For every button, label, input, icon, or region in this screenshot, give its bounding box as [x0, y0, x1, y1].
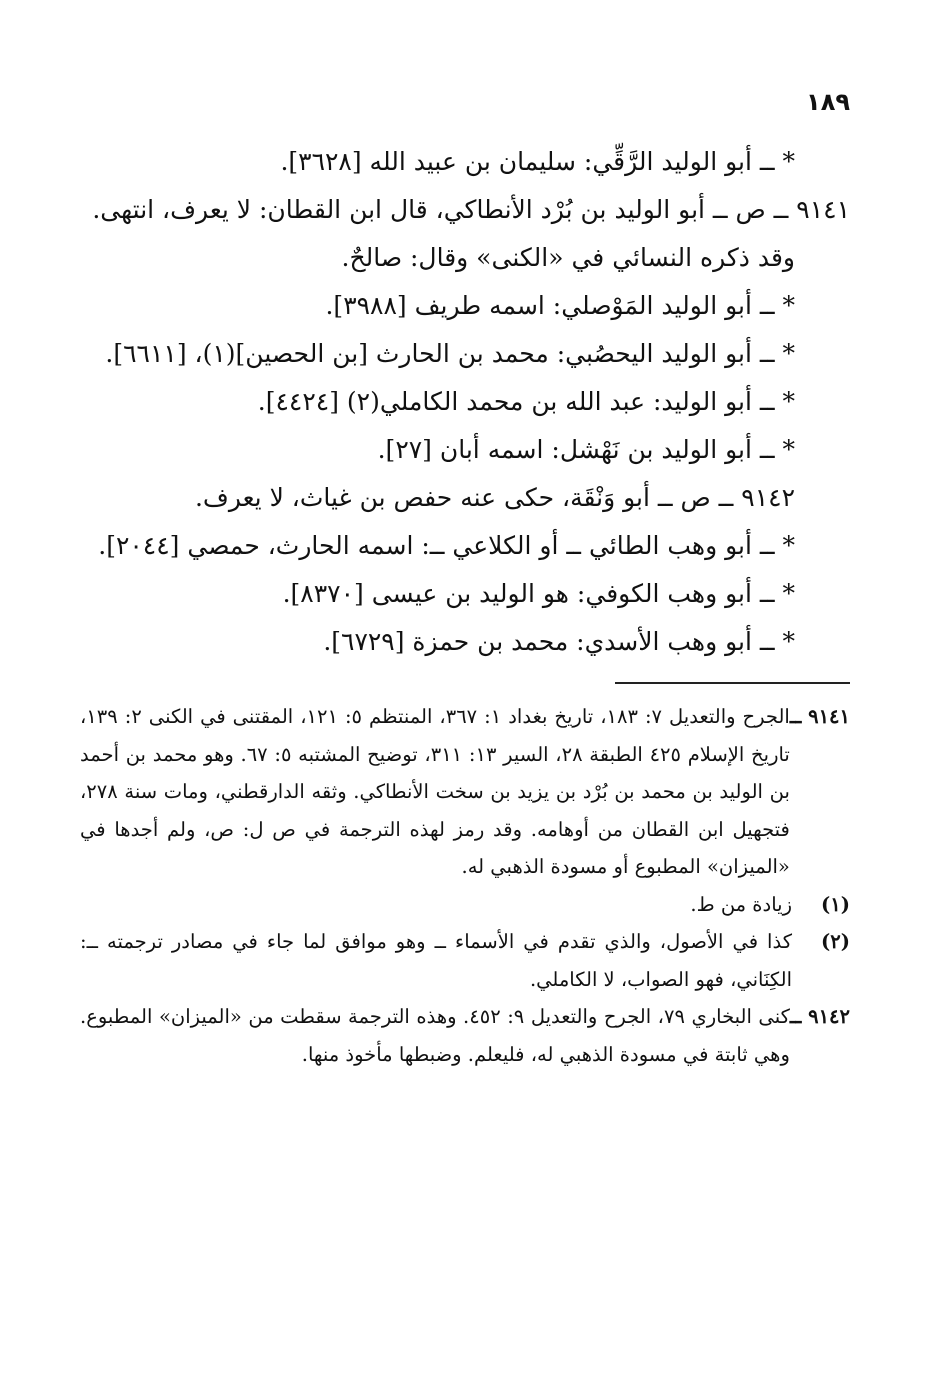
- entry-paragraph: وقد ذكره النسائي في «الكنى» وقال: صالحٌ.: [341, 243, 795, 272]
- footnote-item: [80, 886, 850, 924]
- footnote-label: ٩١٤١ ــ: [789, 705, 850, 728]
- footnote-item: [80, 923, 850, 998]
- footnote-text: الجرح والتعديل ٧: ١٨٣، تاريخ بغداد ١: ٣٦٧، المنتظم ٥: ١٢١، المقتنى في الكنى ٢: ١٣٩، تاريخ الإسلام ٤٢٥ الطبقة ٢٨، السير ١٣: ٣١١، توضيح المشتبه ٥: ٦٧. وهو محمد بن أحمد بن الوليد بن محمد بن بُرْد بن يزيد بن سخت الأنطاكي. وثقه الدارقطني، ومات سنة ٢٧٨، فتجهيل ابن القطان من أوهامه. وقد رمز لهذه الترجمة في ص ل: ص، ولم أجدها في «الميزان» المطبوع أو مسودة الذهبي له.: [80, 705, 790, 878]
- footnote-item: [80, 698, 850, 886]
- footnote-text: زيادة من ط.: [690, 892, 792, 916]
- entry-main: ٩١٤٢ ــ ص ــ أبو وَنْقَة، حكى عنه حفص بن غياث، لا يعرف.: [194, 483, 795, 512]
- entries: [80, 138, 850, 666]
- entry-cross-ref: * ــ أبو وهب الكوفي: هو الوليد بن عيسى [٨٣٧٠].: [282, 579, 795, 608]
- entry-cross-ref: * ــ أبو الوليد المَوْصلي: اسمه طريف [٣٩٨٨].: [325, 291, 795, 320]
- footnote-label: (١): [821, 892, 850, 916]
- footnote-label: (٢): [821, 930, 850, 953]
- entry-main: ٩١٤١ ــ ص ــ أبو الوليد بن بُرْد الأنطاكي، قال ابن القطان: لا يعرف، انتهى.: [92, 195, 850, 224]
- entry-cross-ref: * ــ أبو الوليد بن نَهْشل: اسمه أبان [٢٧].: [377, 435, 795, 464]
- footnote-text: كنى البخاري ٧٩، الجرح والتعديل ٩: ٤٥٢. وهذه الترجمة سقطت من «الميزان» المطبوع. وهي ثابتة في مسودة الذهبي له، فليعلم. وضبطها مأخوذ منها.: [80, 1005, 790, 1066]
- entry-cross-ref: * ــ أبو وهب الطائي ــ أو الكلاعي ــ: اسمه الحارث، حمصي [٢٠٤٤].: [98, 531, 795, 560]
- entry-cross-ref: * ــ أبو وهب الأسدي: محمد بن حمزة [٦٧٢٩].: [323, 627, 795, 656]
- footnote-separator: [615, 682, 850, 684]
- page-number: ١٨٩: [806, 88, 850, 116]
- entry-cross-ref: * ــ أبو الوليد الرَّقِّي: سليمان بن عبيد الله [٣٦٢٨].: [280, 147, 795, 176]
- entry-cross-ref: * ــ أبو الوليد: عبد الله بن محمد الكاملي(٢) [٤٤٢٤].: [257, 387, 795, 416]
- footnote-label: ٩١٤٢ ــ: [789, 1005, 850, 1028]
- footnote-item: [80, 998, 850, 1073]
- footnote-text: كذا في الأصول، والذي تقدم في الأسماء ــ وهو موافق لما جاء في مصادر ترجمته ــ: الكِنَاني، فهو الصواب، لا الكاملي.: [80, 930, 792, 991]
- footnotes: [80, 698, 850, 1073]
- entry-cross-ref: * ــ أبو الوليد اليحصُبي: محمد بن الحارث [بن الحصين](١)، [٦٦١١].: [105, 339, 795, 368]
